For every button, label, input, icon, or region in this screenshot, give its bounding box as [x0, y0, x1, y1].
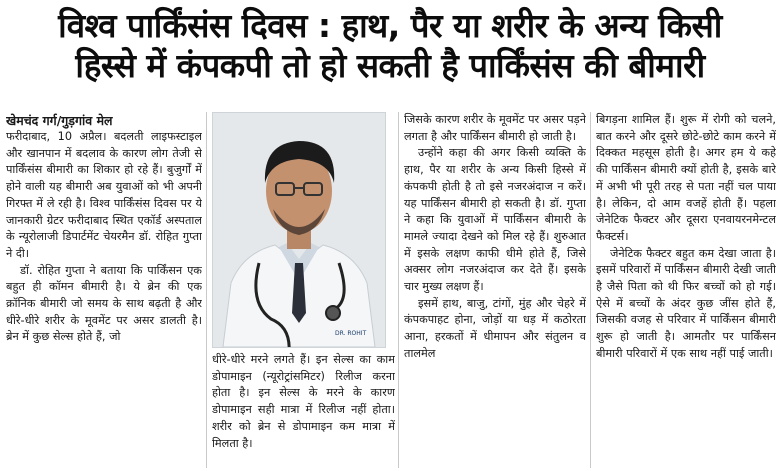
- paragraph: उन्होंने कहा की अगर किसी व्यक्ति के हाथ, पैर या शरीर के अन्य किसी हिस्से में कंपकपी होती है तो इसे नजरअंदाज न करें। यह पार्किंसन बीमारी हो सकती है। डॉ. गुप्ता ने कहा कि युवाओं में पार्किंसन बीमारी के मामले ज्यादा देखने को मिल रहे हैं। शुरुआत में इसके लक्षण काफी धीमे होते हैं, जिसे अक्सर लोग नजरअंदाज कर देते हैं। इसके चार मुख्य लक्षण हैं।: [404, 146, 586, 294]
- headline-line-1: विश्व पार्किंसंस दिवस : हाथ, पैर या शरीर के अन्य किसी: [58, 6, 722, 45]
- paragraph: जिसके कारण शरीर के मूवमेंट पर असर पड़ने लगता है और पार्किंसन बीमारी हो जाती है।: [404, 113, 586, 143]
- article-column-2: [212, 352, 395, 470]
- column-divider: [398, 112, 399, 468]
- byline: खेमचंद गर्ग/गुड़गांव मेल: [6, 113, 113, 128]
- paragraph: जेनेटिक फैक्टर बहुत कम देखा जाता है। इसमें परिवारों में पार्किंसन बीमारी देखी जाती है जैसे पिता को थी फिर बच्चों को हो गई। ऐसे में बच्चों के अंदर कुछ जींस होते हैं, जिसकी वजह से परिवार में पार्किंसन बीमारी शुरू हो जाती है। आमतौर पर पार्किंसन बीमारी परिवारों में एक साथ नहीं पाई जाती।: [596, 246, 776, 360]
- column-divider: [206, 112, 207, 468]
- paragraph: डॉ. रोहित गुप्ता ने बताया कि पार्किंसन एक बहुत ही कॉमन बीमारी है। ये ब्रेन की एक क्रॉनिक बीमारी जो समय के साथ बढ़ती है और धीरे-धीरे शरीर के मूवमेंट पर असर डालती है। ब्रेन में कुछ सेल्स होते हैं, जो: [6, 263, 202, 344]
- paragraph: इसमें हाथ, बाजु, टांगों, मुंह और चेहरे में कंपकपाहट होना, जोड़ों या धड़ में कठोरता आना, हरकतों में धीमापन और संतुलन व तालमेल: [404, 296, 586, 360]
- article-column-3: [404, 112, 586, 470]
- headline-line-2: हिस्से में कंपकपी तो हो सकती है पार्किंसंस की बीमारी: [75, 46, 705, 85]
- paragraph: बिगड़ना शामिल हैं। शुरू में रोगी को चलने, बात करने और दूसरे छोटे-छोटे काम करने में दिक्कत महसूस होती है। अगर हम ये कहे की पार्किंसन बीमारी क्यों होती है, इसके बारे में अभी भी पूरी तरह से पता नहीं चल पाया है। लेकिन, दो आम वजहें होती हैं। पहला जेनेटिक फैक्टर और दूसरा एनवायरनमेन्टल फैक्टर्स।: [596, 113, 776, 243]
- column-divider: [590, 112, 591, 468]
- headline: [6, 6, 774, 86]
- article-column-4: [596, 112, 776, 470]
- paragraph: धीरे-धीरे मरने लगते हैं। इन सेल्स का काम डोपामाइन (न्यूरोट्रांसमिटर) रिलीज करना होता है। इन सेल्स के मरने के कारण डोपामाइन सही मात्रा में रिलीज नहीं होता। शरीर को ब्रेन से डोपामाइन कम मात्रा में मिलता है।: [212, 353, 395, 450]
- doctor-photo: [212, 112, 386, 348]
- paragraph: फरीदाबाद, 10 अप्रैल। बदलती लाइफस्टाइल और खानपान में बदलाव के कारण लोग तेजी से पार्किंसंस बीमारी का शिकार हो रहे हैं। बुजुर्गों में होने वाली यह बीमारी अब युवाओं को भी अपनी गिरफ्त में ले रही है। विश्व पार्किंसंस दिवस पर ये जानकारी ग्रेटर फरीदाबाद स्थित एकॉर्ड अस्पताल के न्यूरोलाजी डिपार्टमेंट चेयरमैन डॉ. रोहित गुप्ता ने दी।: [6, 130, 202, 260]
- coat-label: DR. ROHIT: [335, 330, 367, 337]
- article-column-1: [6, 112, 202, 470]
- doctor-portrait-illustration: [213, 113, 385, 347]
